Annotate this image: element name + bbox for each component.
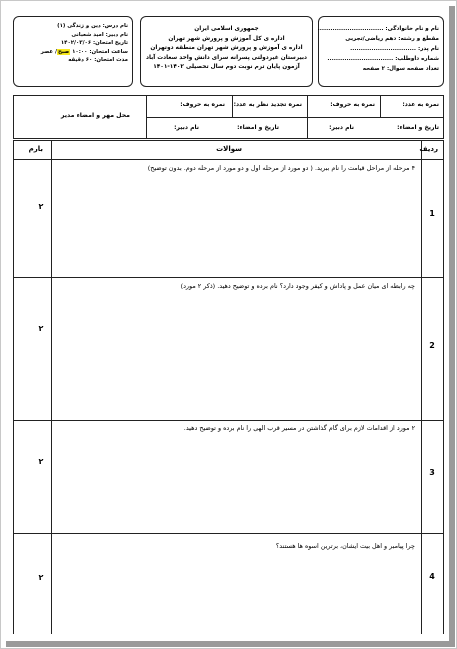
exam-info-box — [13, 16, 133, 87]
question-2-text: چه رابطه ای میان عمل و پاداش و کیفر وجود دارد؟ نام برده و توضیح دهید. (ذکر ۲ مورد) — [180, 282, 415, 290]
exam-time: ساعت امتحان: ۱۰:۰۰ صبح/ عصر — [40, 48, 128, 55]
column-header-row: ردیف — [419, 145, 438, 153]
question-3-score: ۲ — [38, 457, 44, 466]
district-office: اداره ی آموزش و پرورش شهر تهران منطقه دوتهران — [150, 45, 303, 52]
principal-seal-label: محل مهر و امضاء مدیر — [60, 112, 130, 119]
teacher-name: نام دبیر: امید شعبانی — [71, 31, 128, 38]
school-info-box — [140, 16, 313, 87]
time-highlight: صبح — [57, 48, 70, 55]
teacher-label-2: نام دبیر: — [174, 124, 199, 131]
row-divider-1 — [13, 277, 444, 278]
student-name: نام و نام خانوادگی: ............................... — [317, 26, 439, 32]
exam-date: تاریخ امتحان: ۱۴۰۲/۰۳/۰۶ — [60, 40, 128, 47]
revised-score-digits: نمره تجدید نظر به عدد: — [233, 101, 302, 108]
school-name: دبیرستان غیردولتی پسرانه سرای دانش واحد سعادت آباد — [145, 54, 308, 61]
father-name: نام پدر: ............................... — [350, 46, 439, 52]
row-divider-3 — [13, 533, 444, 534]
country-title: جمهوری اسلامی ایران — [194, 26, 259, 32]
row-divider-2 — [13, 420, 444, 421]
teacher-label: نام دبیر: — [329, 124, 354, 131]
question-2-number: 2 — [429, 341, 435, 350]
question-1-score: ۲ — [38, 202, 44, 211]
exam-title: آزمون پایان ترم نوبت دوم سال تحصیلی ۱۴۰۲-۱۴۰۱ — [153, 64, 300, 71]
question-1-number: 1 — [429, 209, 435, 218]
revised-score-letters: نمره به حروف: — [180, 101, 225, 108]
score-row-divider — [146, 117, 444, 118]
page-shadow-right — [449, 6, 455, 647]
question-4-number: 4 — [429, 572, 435, 581]
question-1-text: ۴ مرحله از مراحل قیامت را نام ببرید. ( دو مورد از مرحله اول و دو مورد از مرحله دوم. بدون توضیح) — [147, 164, 415, 172]
question-4-text: چرا پیامبر و اهل بیت ایشان، برترین اسوه ها هستند؟ — [275, 542, 415, 550]
date-signature-label: تاریخ و امضاء: — [397, 124, 439, 131]
score-digits: نمره به عدد: — [402, 101, 439, 108]
grade-field: مقطع و رشته: دهم ریاضی/تجربی — [345, 36, 439, 42]
column-header-questions: سوالات — [216, 145, 242, 153]
exam-duration: مدت امتحان: ۶۰ دقیقه — [68, 57, 128, 64]
page-shadow-bottom — [6, 641, 455, 647]
page-count: تعداد صفحه سوال: ۲ صفحه — [362, 66, 439, 72]
education-office: اداره ی کل آموزش و پرورش شهر تهران — [168, 35, 285, 42]
student-info-box — [318, 16, 444, 87]
subject-name: نام درس: دین و زندگی (۱) — [57, 23, 128, 29]
score-divider-4 — [380, 95, 381, 117]
questions-table — [13, 140, 444, 634]
header-row-divider — [13, 159, 444, 160]
candidate-number: شماره داوطلب: ............................... — [327, 56, 439, 62]
column-header-score: بارم — [28, 145, 43, 153]
date-signature-label-2: تاریخ و امضاء: — [237, 124, 279, 131]
question-2-score: ۲ — [38, 324, 44, 333]
question-3-text: ۲ مورد از اقدامات لازم برای گام گذاشتن در مسیر قرب الهی را نام برده و توضیح دهید. — [183, 424, 415, 432]
score-letters: نمره به حروف: — [330, 101, 375, 108]
score-column-divider — [51, 140, 52, 634]
question-4-score: ۲ — [38, 573, 44, 582]
question-3-number: 3 — [429, 468, 435, 477]
